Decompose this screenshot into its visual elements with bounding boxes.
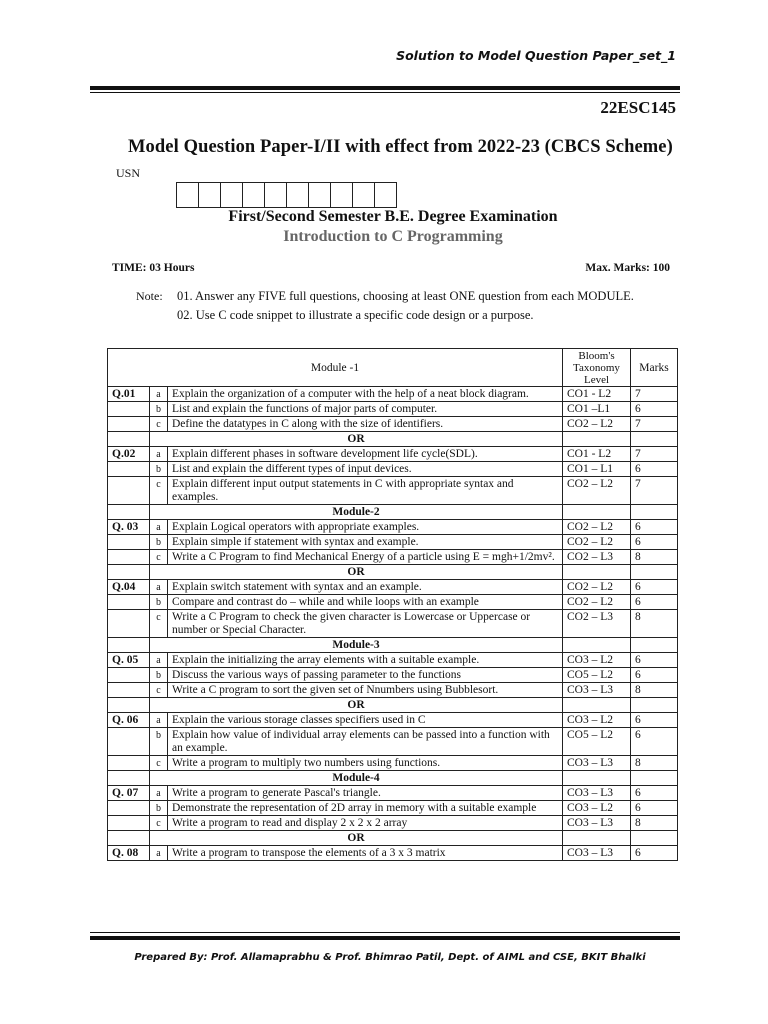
question-text: Explain different phases in software development life cycle(SDL). (168, 447, 563, 462)
empty-cell (563, 831, 631, 846)
sub-question-letter: a (150, 520, 168, 535)
table-row (108, 535, 678, 550)
co-level: CO2 – L2 (563, 477, 631, 505)
empty-cell (563, 432, 631, 447)
question-text: Write a C Program to find Mechanical Energy of a particle using E = mgh+1/2mv². (168, 550, 563, 565)
or-label: OR (150, 565, 563, 580)
module-label: Module-2 (150, 505, 563, 520)
usn-label: USN (116, 166, 141, 180)
sub-question-letter: a (150, 653, 168, 668)
footer-rule-thick (90, 936, 680, 940)
question-number (108, 477, 150, 505)
marks-value: 8 (631, 550, 678, 565)
table-row (108, 610, 678, 638)
co-level: CO2 – L3 (563, 550, 631, 565)
marks-value: 8 (631, 683, 678, 698)
usn-box (374, 182, 397, 208)
sub-question-letter: c (150, 550, 168, 565)
question-text: Demonstrate the representation of 2D array in memory with a suitable example (168, 801, 563, 816)
table-row (108, 801, 678, 816)
sub-question-letter: c (150, 417, 168, 432)
sub-question-letter: b (150, 462, 168, 477)
module-label: Module-4 (150, 771, 563, 786)
table-row (108, 477, 678, 505)
co-level: CO3 – L3 (563, 756, 631, 771)
question-number (108, 610, 150, 638)
co-level: CO3 – L2 (563, 653, 631, 668)
empty-cell (631, 565, 678, 580)
marks-value: 8 (631, 610, 678, 638)
question-number (108, 462, 150, 477)
empty-cell (108, 565, 150, 580)
footer-rule-thin (90, 932, 680, 933)
marks-value: 7 (631, 477, 678, 505)
question-text: Compare and contrast do – while and while loops with an example (168, 595, 563, 610)
header-module: Module -1 (108, 349, 563, 387)
or-separator-row (108, 698, 678, 713)
co-level: CO5 – L2 (563, 668, 631, 683)
or-separator-row (108, 432, 678, 447)
max-marks: Max. Marks: 100 (585, 262, 670, 274)
empty-cell (108, 505, 150, 520)
question-text: Explain Logical operators with appropriate examples. (168, 520, 563, 535)
empty-cell (631, 831, 678, 846)
sub-question-letter: a (150, 786, 168, 801)
question-text: Write a program to generate Pascal's triangle. (168, 786, 563, 801)
header-marks: Marks (631, 349, 678, 387)
sub-question-letter: c (150, 610, 168, 638)
co-level: CO2 – L2 (563, 417, 631, 432)
empty-cell (631, 771, 678, 786)
subject-title: Introduction to C Programming (283, 228, 503, 245)
co-level: CO1 - L2 (563, 447, 631, 462)
paper-title: Model Question Paper-I/II with effect from 2022-23 (CBCS Scheme) (128, 137, 673, 157)
co-level: CO3 – L3 (563, 683, 631, 698)
marks-value: 6 (631, 520, 678, 535)
question-number (108, 535, 150, 550)
question-text: Write a program to read and display 2 x 2 x 2 array (168, 816, 563, 831)
empty-cell (563, 698, 631, 713)
marks-value: 6 (631, 535, 678, 550)
question-text: Explain different input output statements in C with appropriate syntax and examples. (168, 477, 563, 505)
table-row (108, 816, 678, 831)
header-bloom-line: Level (583, 374, 610, 386)
co-level: CO1 –L1 (563, 402, 631, 417)
question-text: Discuss the various ways of passing parameter to the functions (168, 668, 563, 683)
marks-value: 8 (631, 756, 678, 771)
usn-box (264, 182, 287, 208)
question-number (108, 683, 150, 698)
module-heading-row (108, 505, 678, 520)
table-row (108, 462, 678, 477)
note-line-2: 02. Use C code snippet to illustrate a specific code design or a purpose. (177, 308, 534, 322)
exam-title: First/Second Semester B.E. Degree Examination (228, 208, 558, 225)
header-bloom (563, 349, 631, 387)
header-rule-thin (90, 92, 680, 93)
empty-cell (108, 432, 150, 447)
table-row (108, 653, 678, 668)
question-text: Define the datatypes in C along with the size of identifiers. (168, 417, 563, 432)
module-label: Module-3 (150, 638, 563, 653)
question-number: Q.02 (108, 447, 150, 462)
empty-cell (631, 698, 678, 713)
sub-question-letter: b (150, 801, 168, 816)
question-text: Explain simple if statement with syntax and example. (168, 535, 563, 550)
table-row (108, 728, 678, 756)
table-row (108, 550, 678, 565)
table-row (108, 713, 678, 728)
question-number: Q. 05 (108, 653, 150, 668)
co-level: CO3 – L2 (563, 801, 631, 816)
sub-question-letter: a (150, 846, 168, 861)
question-text: Explain the initializing the array elements with a suitable example. (168, 653, 563, 668)
sub-question-letter: b (150, 595, 168, 610)
co-level: CO5 – L2 (563, 728, 631, 756)
header-bloom-line: Taxonomy (573, 362, 620, 374)
question-number (108, 550, 150, 565)
document-header-title: Solution to Model Question Paper_set_1 (396, 48, 676, 63)
question-text: Explain the various storage classes specifiers used in C (168, 713, 563, 728)
table-row (108, 417, 678, 432)
sub-question-letter: a (150, 387, 168, 402)
question-number: Q. 06 (108, 713, 150, 728)
empty-cell (631, 505, 678, 520)
sub-question-letter: a (150, 447, 168, 462)
empty-cell (563, 771, 631, 786)
usn-box (308, 182, 331, 208)
header-rule-thick (90, 86, 680, 90)
header-bloom-line: Bloom's (578, 350, 615, 362)
sub-question-letter: b (150, 402, 168, 417)
co-level: CO2 – L2 (563, 535, 631, 550)
usn-box (352, 182, 375, 208)
question-number (108, 595, 150, 610)
table-row (108, 520, 678, 535)
or-separator-row (108, 565, 678, 580)
marks-value: 7 (631, 387, 678, 402)
table-row (108, 846, 678, 861)
marks-value: 6 (631, 580, 678, 595)
co-level: CO2 – L3 (563, 610, 631, 638)
question-text: Write a program to transpose the elements of a 3 x 3 matrix (168, 846, 563, 861)
co-level: CO1 – L1 (563, 462, 631, 477)
or-label: OR (150, 831, 563, 846)
sub-question-letter: c (150, 756, 168, 771)
marks-value: 7 (631, 447, 678, 462)
question-number (108, 402, 150, 417)
sub-question-letter: b (150, 668, 168, 683)
question-number (108, 728, 150, 756)
empty-cell (108, 831, 150, 846)
note-label: Note: (136, 289, 163, 303)
sub-question-letter: a (150, 580, 168, 595)
marks-value: 6 (631, 786, 678, 801)
table-row (108, 447, 678, 462)
usn-box (176, 182, 199, 208)
table-row (108, 756, 678, 771)
usn-box (198, 182, 221, 208)
usn-box (220, 182, 243, 208)
empty-cell (631, 432, 678, 447)
marks-value: 6 (631, 801, 678, 816)
empty-cell (563, 638, 631, 653)
question-number (108, 668, 150, 683)
table-row (108, 387, 678, 402)
question-text: Write a C program to sort the given set of Nnumbers using Bubblesort. (168, 683, 563, 698)
question-text: Explain how value of individual array elements can be passed into a function with an example. (168, 728, 563, 756)
co-level: CO3 – L3 (563, 846, 631, 861)
sub-question-letter: a (150, 713, 168, 728)
or-label: OR (150, 698, 563, 713)
empty-cell (631, 638, 678, 653)
marks-value: 6 (631, 402, 678, 417)
co-level: CO2 – L2 (563, 580, 631, 595)
co-level: CO2 – L2 (563, 520, 631, 535)
table-row (108, 683, 678, 698)
empty-cell (563, 505, 631, 520)
empty-cell (108, 771, 150, 786)
question-text: List and explain the functions of major parts of computer. (168, 402, 563, 417)
marks-value: 6 (631, 668, 678, 683)
question-text: Write a program to multiply two numbers using functions. (168, 756, 563, 771)
question-number (108, 756, 150, 771)
question-number: Q. 08 (108, 846, 150, 861)
table-row (108, 595, 678, 610)
usn-box (330, 182, 353, 208)
empty-cell (563, 565, 631, 580)
course-code: 22ESC145 (600, 98, 676, 117)
sub-question-letter: c (150, 683, 168, 698)
sub-question-letter: b (150, 728, 168, 756)
question-number: Q.01 (108, 387, 150, 402)
marks-value: 8 (631, 816, 678, 831)
sub-question-letter: b (150, 535, 168, 550)
module-heading-row (108, 638, 678, 653)
usn-boxes (176, 182, 396, 208)
question-number (108, 417, 150, 432)
question-text: Write a C Program to check the given character is Lowercase or Uppercase or number or Special Character. (168, 610, 563, 638)
question-text: List and explain the different types of input devices. (168, 462, 563, 477)
co-level: CO3 – L2 (563, 713, 631, 728)
or-separator-row (108, 831, 678, 846)
question-number: Q. 07 (108, 786, 150, 801)
marks-value: 6 (631, 595, 678, 610)
question-table-body (108, 387, 678, 861)
co-level: CO3 – L3 (563, 786, 631, 801)
or-label: OR (150, 432, 563, 447)
marks-value: 6 (631, 653, 678, 668)
empty-cell (108, 698, 150, 713)
table-row (108, 786, 678, 801)
exam-time: TIME: 03 Hours (112, 262, 195, 274)
question-text: Explain the organization of a computer with the help of a neat block diagram. (168, 387, 563, 402)
sub-question-letter: c (150, 477, 168, 505)
marks-value: 6 (631, 713, 678, 728)
footer-prepared-by: Prepared By: Prof. Allamaprabhu & Prof. Bhimrao Patil, Dept. of AIML and CSE, BKIT Bhalki (134, 952, 646, 963)
co-level: CO2 – L2 (563, 595, 631, 610)
marks-value: 6 (631, 728, 678, 756)
table-row (108, 668, 678, 683)
question-number: Q. 03 (108, 520, 150, 535)
empty-cell (108, 638, 150, 653)
question-table (107, 348, 678, 861)
question-text: Explain switch statement with syntax and an example. (168, 580, 563, 595)
question-number: Q.04 (108, 580, 150, 595)
sub-question-letter: c (150, 816, 168, 831)
marks-value: 6 (631, 462, 678, 477)
co-level: CO3 – L3 (563, 816, 631, 831)
note-line-1: 01. Answer any FIVE full questions, choosing at least ONE question from each MODULE. (177, 289, 634, 303)
question-number (108, 816, 150, 831)
usn-box (286, 182, 309, 208)
table-row (108, 580, 678, 595)
usn-box (242, 182, 265, 208)
co-level: CO1 - L2 (563, 387, 631, 402)
module-heading-row (108, 771, 678, 786)
question-number (108, 801, 150, 816)
table-header-row (108, 349, 678, 387)
table-row (108, 402, 678, 417)
marks-value: 7 (631, 417, 678, 432)
marks-value: 6 (631, 846, 678, 861)
